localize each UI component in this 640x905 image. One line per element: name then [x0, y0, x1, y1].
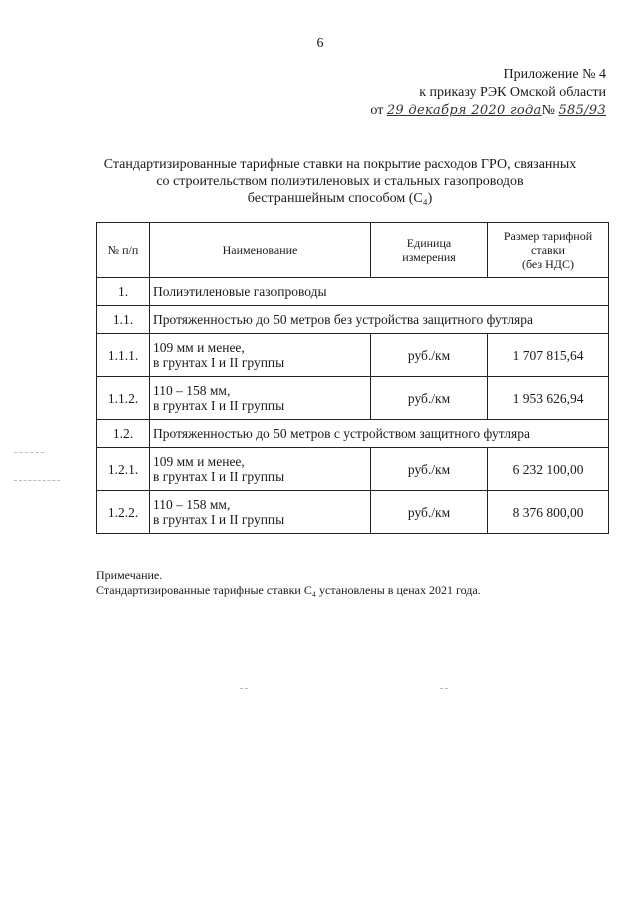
row-num: 1.1.: [97, 306, 150, 334]
section-name: Полиэтиленовые газопроводы: [150, 278, 609, 306]
number-sign: №: [541, 103, 555, 118]
scan-mark: [440, 688, 448, 690]
page-number: 6: [316, 36, 324, 51]
header-unit-line: измерения: [402, 250, 456, 264]
row-num: 1.2.1.: [97, 448, 150, 491]
item-rate: 1 707 815,64: [488, 334, 609, 377]
title-line: Стандартизированные тарифные ставки на покрытие расходов ГРО, связанных: [103, 157, 577, 172]
row-num: 1.: [97, 278, 150, 306]
appendix-header: [370, 66, 606, 120]
document-title: [60, 156, 620, 207]
table-row: [97, 377, 609, 420]
tariff-table: [96, 222, 609, 534]
note-block: [96, 568, 481, 598]
item-soil: в грунтах I и II группы: [153, 512, 285, 527]
item-unit: руб./км: [371, 448, 488, 491]
item-size: 110 – 158 мм,: [153, 497, 231, 512]
group-name: Протяженностью до 50 метров с устройством защитного футляра: [150, 420, 609, 448]
header-rate: [488, 223, 609, 278]
item-soil: в грунтах I и II группы: [153, 355, 285, 370]
item-name: [150, 334, 371, 377]
scan-mark: [240, 688, 248, 690]
title-line: бестраншейным способом (С₄): [247, 191, 433, 206]
table-row: [97, 334, 609, 377]
order-reference: к приказу РЭК Омской области: [419, 85, 606, 100]
header-unit: [371, 223, 488, 278]
item-size: 109 мм и менее,: [153, 454, 245, 469]
handwritten-order-number: 585/93: [558, 103, 606, 118]
item-rate: 6 232 100,00: [488, 448, 609, 491]
header-name: Наименование: [150, 223, 371, 278]
item-name: [150, 377, 371, 420]
item-size: 109 мм и менее,: [153, 340, 245, 355]
item-name: [150, 448, 371, 491]
header-rate-line: Размер тарифной: [503, 229, 593, 243]
header-rate-line: (без НДС): [521, 257, 574, 271]
header-rate-line: ставки: [531, 243, 565, 257]
item-unit: руб./км: [371, 491, 488, 534]
item-unit: руб./км: [371, 334, 488, 377]
item-rate: 1 953 626,94: [488, 377, 609, 420]
item-name: [150, 491, 371, 534]
appendix-label: Приложение № 4: [503, 67, 606, 82]
header-unit-line: Единица: [406, 236, 452, 250]
row-num: 1.2.2.: [97, 491, 150, 534]
note-heading: Примечание.: [96, 568, 163, 582]
table-row: [97, 491, 609, 534]
scan-mark: [14, 480, 60, 482]
handwritten-date: 29 декабря 2020 года: [386, 103, 542, 118]
header-num: № п/п: [97, 223, 150, 278]
section-row: [97, 278, 609, 306]
group-row: [97, 306, 609, 334]
group-name: Протяженностью до 50 метров без устройства защитного футляра: [150, 306, 609, 334]
title-line: со строительством полиэтиленовых и стальных газопроводов: [156, 174, 524, 189]
order-date-line: [370, 102, 606, 120]
item-rate: 8 376 800,00: [488, 491, 609, 534]
item-soil: в грунтах I и II группы: [153, 469, 285, 484]
table-header-row: [97, 223, 609, 278]
row-num: 1.2.: [97, 420, 150, 448]
row-num: 1.1.2.: [97, 377, 150, 420]
scan-mark: [14, 452, 44, 454]
note-text: Стандартизированные тарифные ставки С₄ установлены в ценах 2021 года.: [96, 583, 481, 597]
group-row: [97, 420, 609, 448]
row-num: 1.1.1.: [97, 334, 150, 377]
item-soil: в грунтах I и II группы: [153, 398, 285, 413]
table-row: [97, 448, 609, 491]
date-prefix: от: [370, 103, 384, 118]
item-unit: руб./км: [371, 377, 488, 420]
item-size: 110 – 158 мм,: [153, 383, 231, 398]
